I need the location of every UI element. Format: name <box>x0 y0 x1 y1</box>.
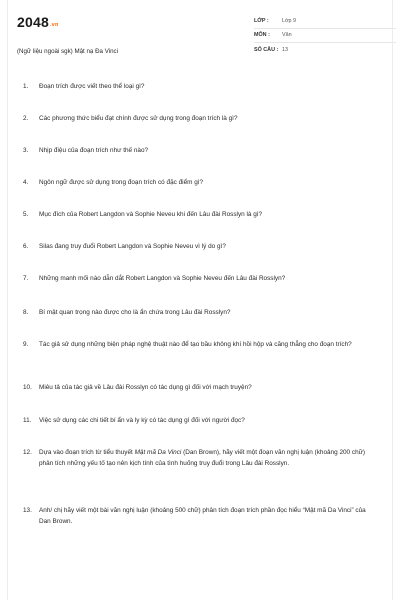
question-item <box>23 308 378 319</box>
question-number: 13. <box>23 507 32 514</box>
question-number: 2. <box>23 115 29 122</box>
question-text: Ngôn ngữ được sử dụng trong đoạn trích có đặc điểm gì? <box>39 179 204 186</box>
meta-table <box>254 14 396 57</box>
meta-value: Lớp 9 <box>282 17 297 24</box>
meta-value: Văn <box>282 32 292 39</box>
question-text: Đoạn trích được viết theo thể loại gì? <box>39 83 145 90</box>
question-text-part: (Dan Brown), hãy viết một đoạn văn nghị luận (khoảng 200 chữ) phân tích những yếu tố tạo nên kịch tính của tình huống truy đuổi trong Lâu đài Rosslyn. <box>39 449 366 467</box>
meta-label: SỐ CÂU : <box>254 46 279 53</box>
question-number: 3. <box>23 147 29 154</box>
book-title: Mật mã Da Vinci <box>134 449 182 456</box>
question-text: Mục đích của Robert Langdon và Sophie Neveu khi đến Lâu đài Rosslyn là gì? <box>39 211 263 218</box>
question-number: 12. <box>23 449 32 456</box>
question-item <box>23 383 378 394</box>
question-number: 7. <box>23 275 29 282</box>
question-text: Nhịp điệu của đoạn trích như thế nào? <box>39 147 149 154</box>
site-logo[interactable] <box>17 14 59 30</box>
question-item <box>23 210 378 221</box>
question-item <box>23 416 378 427</box>
question-item <box>23 178 378 189</box>
logo-text: 2048 <box>17 14 49 30</box>
question-item <box>23 82 378 93</box>
question-item <box>23 448 378 469</box>
question-text: Việc sử dụng các chi tiết bí ẩn và ly kỳ có tác dụng gì đối với người đọc? <box>39 417 245 424</box>
question-number: 9. <box>23 341 29 348</box>
question-text: Bí mật quan trọng nào được cho là ẩn chứa trong Lâu đài Rosslyn? <box>39 309 231 316</box>
question-number: 10. <box>23 384 32 391</box>
meta-row-class <box>254 14 396 29</box>
question-number: 8. <box>23 309 29 316</box>
question-text-part: Dựa vào đoạn trích từ tiểu thuyết <box>39 449 135 456</box>
question-number: 5. <box>23 211 29 218</box>
question-text: Miêu tả của tác giả về Lâu đài Rosslyn có tác dụng gì đối với mạch truyện? <box>39 384 252 391</box>
question-text: Những manh mối nào dẫn dắt Robert Langdon và Sophie Neveu đến Lâu đài Rosslyn? <box>39 275 286 282</box>
question-item <box>23 340 378 351</box>
meta-row-count <box>254 43 396 57</box>
meta-row-subject <box>254 29 396 44</box>
question-text: Tác giả sử dụng những biện pháp nghệ thuật nào để tạo bầu không khí hồi hộp và căng thẳng cho đoạn trích? <box>39 341 352 348</box>
question-number: 11. <box>23 417 32 424</box>
question-text: Anh/ chị hãy viết một bài văn nghị luận (khoảng 500 chữ) phân tích đoạn trích phần đọc hiểu “Mật mã Da Vinci” của Dan Brown. <box>39 507 366 525</box>
question-text <box>39 448 378 469</box>
question-item <box>23 242 378 253</box>
question-item <box>23 274 378 285</box>
question-item <box>23 114 378 125</box>
document-header <box>17 14 383 64</box>
question-number: 6. <box>23 243 29 250</box>
logo-tld: .vn <box>49 22 59 28</box>
meta-value: 13 <box>282 46 288 53</box>
question-text: Silas đang truy đuổi Robert Langdon và Sophie Neveu vì lý do gì? <box>39 243 226 250</box>
question-number: 4. <box>23 179 29 186</box>
meta-label: LỚP : <box>254 17 269 24</box>
question-item <box>23 146 378 157</box>
question-text: Các phương thức biểu đạt chính được sử dụng trong đoạn trích là gì? <box>39 115 238 122</box>
question-item <box>23 506 378 527</box>
document-title: (Ngữ liệu ngoài sgk) Mật nạ Đa Vinci <box>17 48 119 55</box>
question-number: 1. <box>23 83 29 90</box>
meta-label: MÔN : <box>254 32 270 39</box>
